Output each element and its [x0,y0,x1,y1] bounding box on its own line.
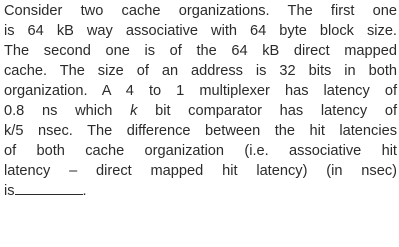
question-line-5: organization. A 4 to 1 multiplexer has latency of [4,83,397,99]
question-line-9: latency – direct mapped hit latency) (in nsec) [4,163,397,179]
question-line-3: The second one is of the 64 kB direct mapped [4,43,397,59]
question-line-4: cache. The size of an address is 32 bits in both [4,63,397,79]
variable-k: k [130,103,138,119]
question-line-7: k/5 nsec. The difference between the hit latencies [4,123,397,139]
question-line-6-before: 0.8 ns which [4,103,131,119]
question-line-8: of both cache organization (i.e. associative hit [4,143,397,159]
question-line-10-after: . [82,183,87,199]
answer-blank [15,182,83,195]
question-line-10-before: is [4,183,15,199]
question-line-2: is 64 kB way associative with 64 byte block size. [4,23,397,39]
question-line-6-after: bit comparator has latency of [137,103,398,119]
question-line-10 [4,182,397,200]
question-line-6 [4,102,397,120]
question-line-1: Consider two cache organizations. The first one [4,3,397,19]
